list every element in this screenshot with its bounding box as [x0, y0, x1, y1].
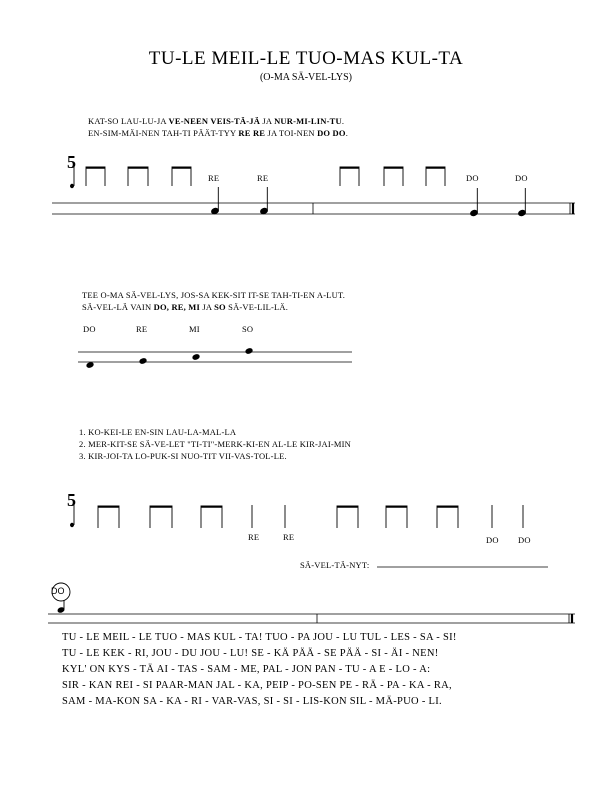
- time-signature-2: 5: [67, 490, 76, 510]
- staff-1-label-1: RE: [208, 173, 220, 183]
- intro-line-1: KAT-SO LAU-LU-JA VE-NEEN VEIS-TÄ-JÄ JA NUR-MI-LIN-TU.: [88, 116, 345, 126]
- verse-1: TU - LE MEIL - LE TUO - MAS KUL - TA! TUO - PA JOU - LU TUL - LES - SA - SI!: [62, 632, 457, 643]
- note-mi: [192, 353, 201, 361]
- answer-label: SÄ-VEL-TÄ-NYT:: [300, 560, 370, 570]
- staff-2-label-re: RE: [136, 324, 148, 334]
- verse-3: KYL' ON KYS - TÄ AI - TAS - SAM - ME, PAL - JON PAN - TU - A E - LO - A:: [62, 664, 431, 675]
- staff-2-label-do: DO: [83, 324, 96, 334]
- start-note-label: DO: [51, 586, 65, 596]
- verse-5: SAM - MA-KON SA - KA - RI - VAR-VAS, SI - SI - LIS-KON SIL - MÄ-PUO - LI.: [62, 696, 442, 707]
- intro-line-2: EN-SIM-MÄI-NEN TAH-TI PÄÄT-TYY RE RE JA TOI-NEN DO DO.: [88, 128, 349, 138]
- staff-3-rhythm: [98, 505, 523, 528]
- staff-2-label-so: SO: [242, 324, 254, 334]
- instruction-1: 1. KO-KEI-LE EN-SIN LAU-LA-MAL-LA: [79, 427, 237, 437]
- verse-2: TU - LE KEK - RI, JOU - DU JOU - LU! SE - KÄ PÄÄ - SE PÄÄ - SI - ÄI - NEN!: [62, 648, 439, 659]
- instruction-2: 2. MER-KIT-SE SÄ-VE-LET "TI-TI"-MERK-KI-EN AL-LE KIR-JAI-MIN: [79, 439, 352, 449]
- staff-2: [78, 352, 352, 362]
- staff-1: [52, 203, 575, 214]
- staff-2-notes: [86, 347, 254, 369]
- note-so: [245, 347, 254, 355]
- staff-1-notes: [211, 187, 527, 217]
- note-re: [139, 357, 148, 365]
- staff-1-label-2: RE: [257, 173, 269, 183]
- staff-1-label-4: DO: [515, 173, 528, 183]
- staff-4: [48, 614, 575, 623]
- staff-2-label-mi: MI: [189, 324, 200, 334]
- staff-3-label-3: DO: [486, 535, 499, 545]
- explain-line-2: SÄ-VEL-LÄ VAIN DO, RE, MI JA SO SÄ-VE-LIL-LÄ.: [82, 302, 289, 312]
- staff-3-label-4: DO: [518, 535, 531, 545]
- staff-1-label-3: DO: [466, 173, 479, 183]
- staff-3-label-1: RE: [248, 532, 260, 542]
- instruction-3: 3. KIR-JOI-TA LO-PUK-SI NUO-TIT VII-VAS-TOL-LE.: [79, 451, 287, 461]
- song-title: TU-LE MEIL-LE TUO-MAS KUL-TA: [148, 48, 464, 69]
- time-signature-1: 5: [67, 152, 76, 172]
- song-subtitle: (O-MA SÄ-VEL-LYS): [259, 72, 353, 83]
- staff-3-label-2: RE: [283, 532, 295, 542]
- explain-line-1: TEE O-MA SÄ-VEL-LYS, JOS-SA KEK-SIT IT-SE TAH-TI-EN A-LUT.: [82, 290, 346, 300]
- verse-4: SIR - KAN REI - SI PAAR-MAN JAL - KA, PEIP - PO-SEN PE - RÄ - PA - KA - RA,: [62, 680, 452, 691]
